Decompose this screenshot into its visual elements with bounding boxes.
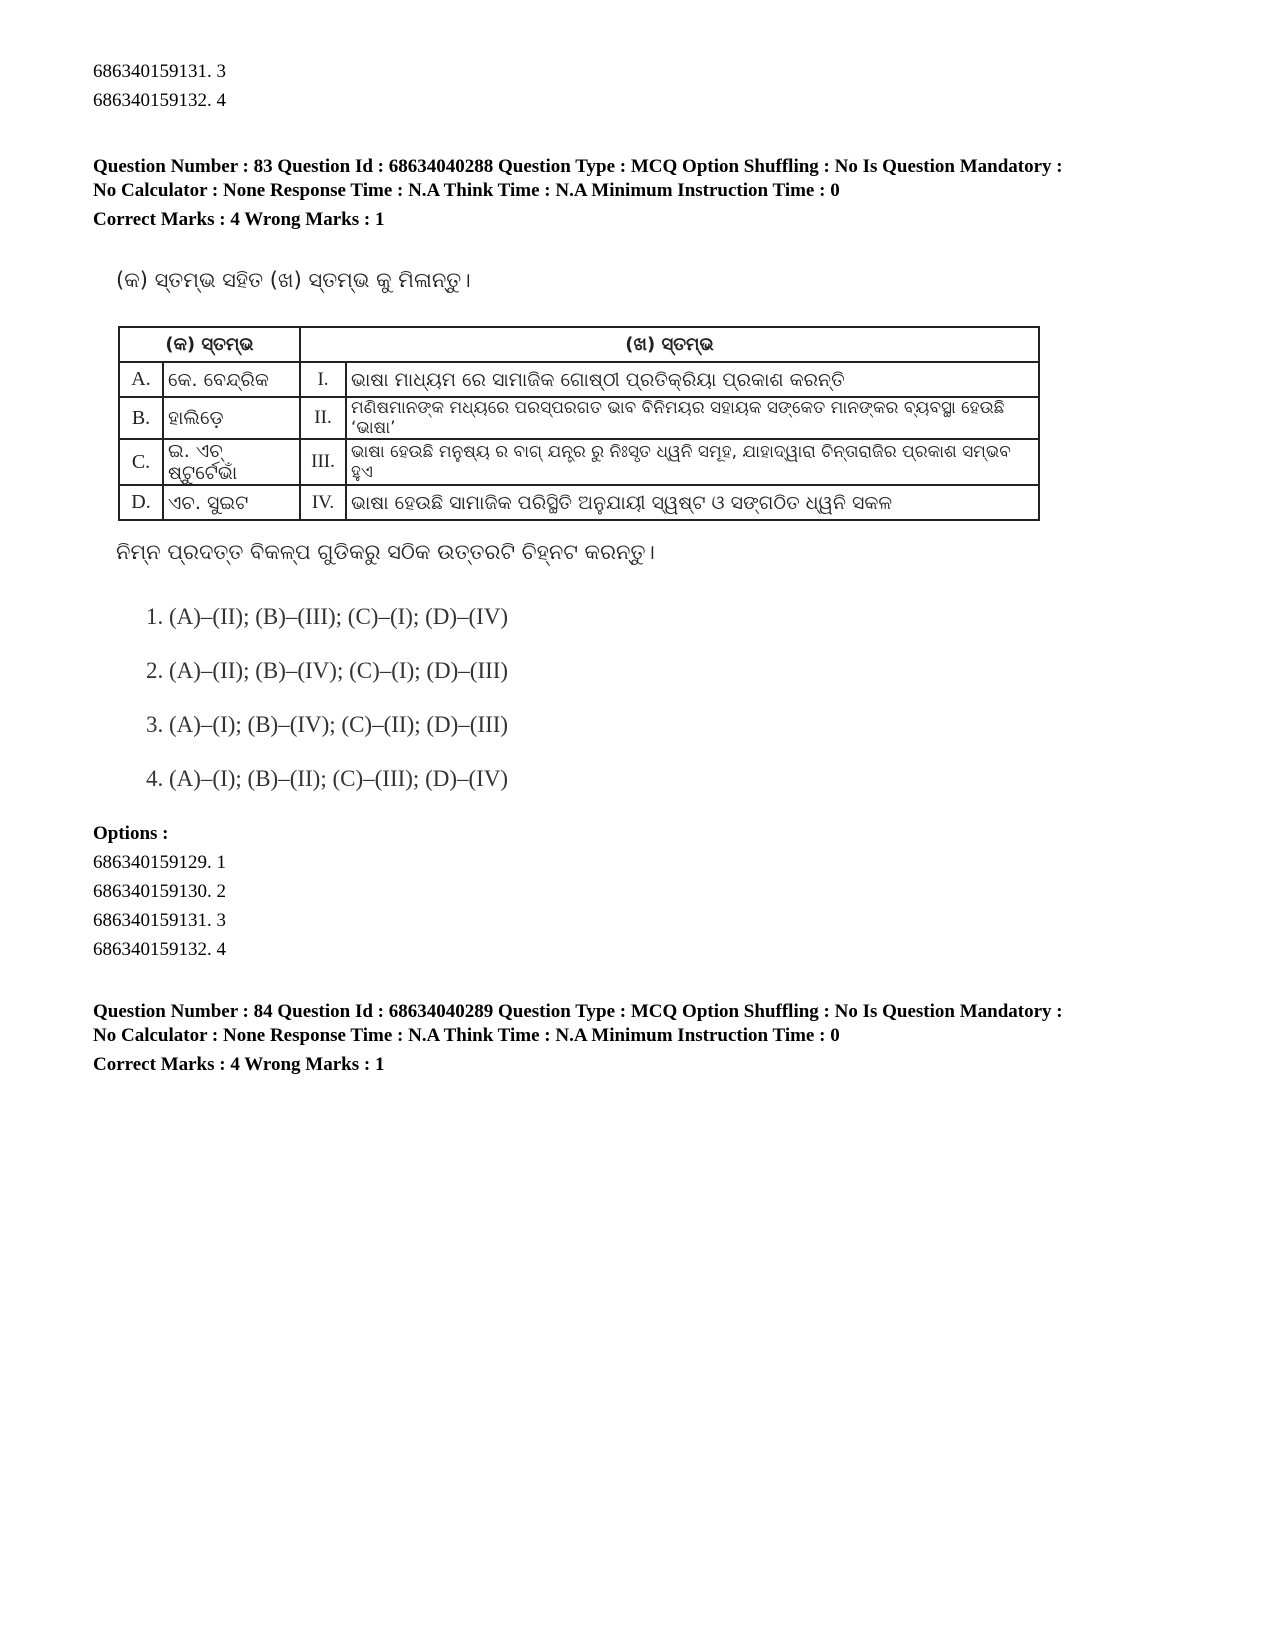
row-key: D. [119, 485, 163, 520]
question-prompt: ନିମ୍ନ ପ୍ରଦତ୍ତ ବିକଳ୍ପ ଗୁଡିକରୁ ସଠିକ ଉତ୍ତରଟି ଚିହ୍ନଟ କରନ୍ତୁ। [116, 540, 655, 564]
answer-choice: 1. (A)–(II); (B)–(III); (C)–(I); (D)–(IV) [146, 604, 509, 629]
question-header: No Calculator : None Response Time : N.A Think Time : N.A Minimum Instruction Time : 0 [93, 1025, 840, 1046]
row-desc: ଭାଷା ହେଉଛି ମନୁଷ୍ୟ ର ବାଗ୍ ଯନ୍ତ୍ର ରୁ ନିଃସୃତ ଧ୍ୱନି ସମୂହ, ଯାହାଦ୍ୱାରା ଚିନ୍ତାରାଜିର ପ୍ରକାଶ ସମ୍ଭବ ହୁଏ [346, 439, 1039, 485]
column-b-header: (ଖ) ସ୍ତମ୍ଭ [300, 327, 1039, 362]
option-line: 686340159131. 3 [93, 61, 226, 82]
option-line: 686340159132. 4 [93, 939, 226, 960]
row-key: B. [119, 397, 163, 439]
row-roman: IV. [300, 485, 346, 520]
answer-choice: 2. (A)–(II); (B)–(IV); (C)–(I); (D)–(III) [146, 658, 509, 683]
answer-choice: 4. (A)–(I); (B)–(II); (C)–(III); (D)–(IV) [146, 766, 509, 791]
row-name: ଇ. ଏଚ୍ ଷ୍ଟୁର୍ଟେଭାଁ [163, 439, 300, 485]
question-marks: Correct Marks : 4 Wrong Marks : 1 [93, 1054, 385, 1075]
row-key: A. [119, 362, 163, 397]
table-row [119, 485, 1039, 520]
row-name: ହାଲିଡ଼େ [163, 397, 300, 439]
option-line: 686340159132. 4 [93, 90, 226, 111]
column-a-header: (କ) ସ୍ତମ୍ଭ [119, 327, 300, 362]
answer-choice: 3. (A)–(I); (B)–(IV); (C)–(II); (D)–(III) [146, 712, 509, 737]
table-row [119, 439, 1039, 485]
row-roman: II. [300, 397, 346, 439]
question-instruction: (କ) ସ୍ତମ୍ଭ ସହିତ (ଖ) ସ୍ତମ୍ଭ କୁ ମିଳାନ୍ତୁ। [116, 268, 471, 292]
question-header: Question Number : 83 Question Id : 68634040288 Question Type : MCQ Option Shuffling : No Is Question Mandatory : [93, 156, 1063, 177]
row-roman: III. [300, 439, 346, 485]
option-line: 686340159130. 2 [93, 881, 226, 902]
row-name: ଏଚ. ସୁଇଟ [163, 485, 300, 520]
question-header: No Calculator : None Response Time : N.A Think Time : N.A Minimum Instruction Time : 0 [93, 180, 840, 201]
table-header-row [119, 327, 1039, 362]
row-name: କେ. ବେନ୍ଦ୍ରିକ [163, 362, 300, 397]
question-header: Question Number : 84 Question Id : 68634040289 Question Type : MCQ Option Shuffling : No Is Question Mandatory : [93, 1001, 1063, 1022]
option-line: 686340159131. 3 [93, 910, 226, 931]
table-row [119, 362, 1039, 397]
row-roman: I. [300, 362, 346, 397]
question-marks: Correct Marks : 4 Wrong Marks : 1 [93, 209, 385, 230]
table-row [119, 397, 1039, 439]
row-desc: ମଣିଷମାନଙ୍କ ମଧ୍ୟରେ ପରସ୍ପରଗତ ଭାବ ବିନିମୟର ସହାୟକ ସଙ୍କେତ ମାନଙ୍କର ବ୍ୟବସ୍ଥା ହେଉଛି ‘ଭାଷା’ [346, 397, 1039, 439]
row-key: C. [119, 439, 163, 485]
row-desc: ଭାଷା ହେଉଛି ସାମାଜିକ ପରିସ୍ଥିତି ଅନୁଯାୟୀ ସ୍ୱଷ୍ଟ ଓ ସଙ୍ଗଠିତ ଧ୍ୱନି ସକଳ [346, 485, 1039, 520]
option-line: 686340159129. 1 [93, 852, 226, 873]
row-desc: ଭାଷା ମାଧ୍ୟମ ରେ ସାମାଜିକ ଗୋଷ୍ଠୀ ପ୍ରତିକ୍ରିୟା ପ୍ରକାଶ କରନ୍ତି [346, 362, 1039, 397]
match-table [118, 326, 1040, 521]
options-label: Options : [93, 823, 169, 844]
